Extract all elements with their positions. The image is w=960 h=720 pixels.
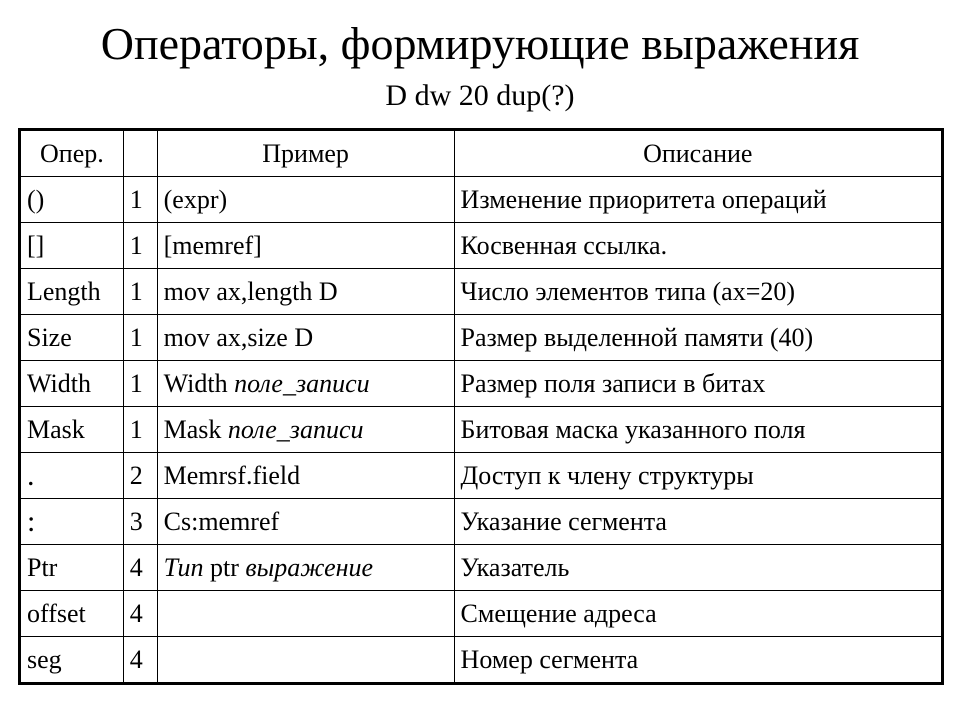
cell-example: (expr) — [157, 177, 454, 223]
cell-operator: Size — [20, 315, 124, 361]
cell-example — [157, 637, 454, 684]
table-row — [20, 361, 943, 407]
cell-operator: Mask — [20, 407, 124, 453]
table-row — [20, 177, 943, 223]
cell-example — [157, 361, 454, 407]
cell-priority: 4 — [123, 545, 157, 591]
cell-operator: [] — [20, 223, 124, 269]
table-row — [20, 453, 943, 499]
table-row — [20, 591, 943, 637]
cell-description: Доступ к члену структуры — [454, 453, 942, 499]
cell-priority: 2 — [123, 453, 157, 499]
table-row — [20, 637, 943, 684]
cell-operator: offset — [20, 591, 124, 637]
cell-priority: 4 — [123, 591, 157, 637]
cell-example: mov ax,length D — [157, 269, 454, 315]
cell-example — [157, 407, 454, 453]
example-keyword: Width — [163, 368, 235, 398]
cell-operator: Length — [20, 269, 124, 315]
cell-priority: 1 — [123, 315, 157, 361]
cell-operator: . — [20, 453, 124, 499]
example-placeholder: поле_записи — [234, 368, 370, 398]
table-row — [20, 269, 943, 315]
cell-description: Указатель — [454, 545, 942, 591]
cell-description: Косвенная ссылка. — [454, 223, 942, 269]
header-priority — [123, 130, 157, 177]
example-placeholder: поле_записи — [227, 414, 364, 444]
page-subtitle: D dw 20 dup(?) — [385, 79, 575, 112]
cell-description: Число элементов типа (ax=20) — [454, 269, 942, 315]
cell-priority: 1 — [123, 407, 157, 453]
example-placeholder: Тип — [163, 552, 204, 582]
table-header-row — [20, 130, 943, 177]
cell-operator: : — [20, 499, 124, 545]
cell-example — [157, 545, 454, 591]
table-row — [20, 407, 943, 453]
cell-priority: 1 — [123, 361, 157, 407]
table-row — [20, 499, 943, 545]
cell-description: Размер поля записи в битах — [454, 361, 942, 407]
example-placeholder: выражение — [245, 552, 374, 582]
cell-priority: 1 — [123, 177, 157, 223]
page-title: Операторы, формирующие выражения — [100, 18, 860, 69]
cell-description: Изменение приоритета операций — [454, 177, 942, 223]
cell-example: Cs:memref — [157, 499, 454, 545]
cell-description: Номер сегмента — [454, 637, 942, 684]
example-keyword: Mask — [163, 414, 228, 444]
cell-priority: 4 — [123, 637, 157, 684]
cell-operator: Width — [20, 361, 124, 407]
cell-example — [157, 591, 454, 637]
header-example: Пример — [157, 130, 454, 177]
cell-operator: () — [20, 177, 124, 223]
cell-example: [memref] — [157, 223, 454, 269]
cell-priority: 1 — [123, 269, 157, 315]
cell-example: Memrsf.field — [157, 453, 454, 499]
cell-description: Указание сегмента — [454, 499, 942, 545]
cell-description: Битовая маска указанного поля — [454, 407, 942, 453]
cell-description: Размер выделенной памяти (40) — [454, 315, 942, 361]
table-row — [20, 315, 943, 361]
cell-priority: 1 — [123, 223, 157, 269]
table-row — [20, 545, 943, 591]
cell-operator: seg — [20, 637, 124, 684]
cell-operator: Ptr — [20, 545, 124, 591]
table-row — [20, 223, 943, 269]
cell-priority: 3 — [123, 499, 157, 545]
cell-description: Смещение адреса — [454, 591, 942, 637]
example-keyword: ptr — [203, 552, 246, 582]
header-description: Описание — [454, 130, 942, 177]
operators-table — [18, 128, 944, 685]
header-operator: Опер. — [20, 130, 124, 177]
cell-example: mov ax,size D — [157, 315, 454, 361]
